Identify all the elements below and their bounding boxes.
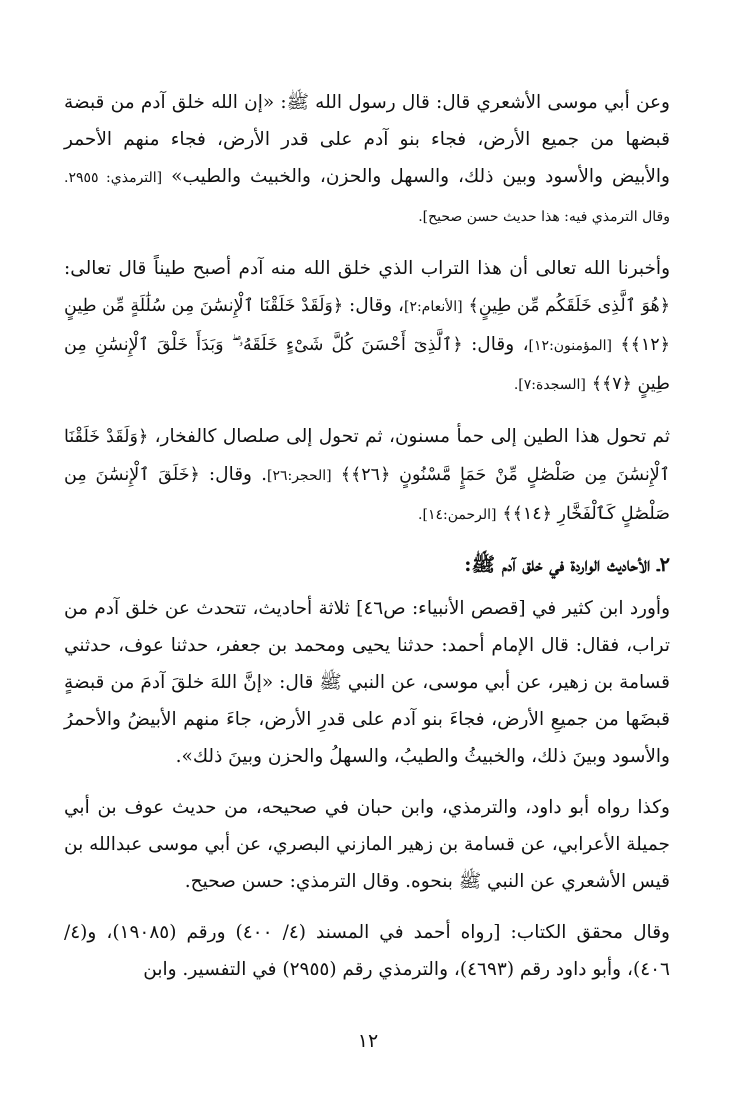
page-number: ١٢ [357, 1030, 379, 1052]
reference: [الترمذي: ٢٩٥٥. وقال الترمذي فيه: هذا حديث حسن صحيح]. [64, 170, 670, 225]
paragraph-salsal-verses [64, 418, 670, 534]
paragraph-hadith-abu-musa [64, 84, 670, 236]
reference: [السجدة:٧]. [513, 377, 586, 393]
paragraph-narrators: وكذا رواه أبو داود، والترمذي، وابن حبان في صحيحه، من حديث عوف بن أبي جميلة الأعرابي، عن قسامة بن زهير المازني البصري، عن أبي موسى عبدالله بن قيس الأشعري عن النبي ﷺ بنحوه. وقال الترمذي: حسن صحيح. [64, 797, 670, 892]
section-heading: ٢ـ الأحاديث الواردة في خلق آدم ﷺ: [464, 553, 670, 576]
reference: [الأنعام:٢] [403, 299, 463, 315]
paragraph-text: وأخبرنا الله تعالى أن هذا التراب الذي خلق الله منه آدم أصبح طيناً قال تعالى: [64, 258, 670, 279]
quran-verse: ﴿خَلَقَ ٱلْإِنسَٰنَ مِن صَلْصَٰلٍ كَٱلْفَخَّارِ ﴿١٤﴾﴾ [64, 465, 670, 524]
quran-verse: ﴿وَلَقَدْ خَلَقْنَا ٱلْإِنسَٰنَ مِن صَلْصَٰلٍ مِّنْ حَمَإٍ مَّسْنُونٍ ﴿٢٦﴾﴾ [64, 427, 670, 485]
page-body [64, 84, 670, 1002]
paragraph-text: ثم تحول هذا الطين إلى حمأ مسنون، ثم تحول إلى صلصال كالفخار، [154, 426, 670, 447]
paragraph-text: وعن أبي موسى الأشعري قال: قال رسول الله ﷺ: «إن الله خلق آدم من قبضة قبضها من جميع الأرض، فجاء بنو آدم على قدر الأرض، فجاء منهم الأحمر والأبيض والأسود وبين ذلك، والسهل والحزن، والخبيث والطيب» [64, 92, 670, 187]
connector-text: ، وقال: [471, 334, 529, 355]
paragraph-clay-verses [64, 250, 670, 404]
quran-verse: ﴿ٱلَّذِىٓ أَحْسَنَ كُلَّ شَىْءٍ خَلَقَهُۥ ۖ وَبَدَأَ خَلْقَ ٱلْإِنسَٰنِ مِن طِينٍ ﴿٧﴾﴾ [64, 335, 670, 394]
connector-text: . وقال: [208, 464, 267, 485]
connector-text: ، وقال: [349, 295, 404, 316]
reference: [المؤمنون:١٢] [528, 338, 612, 354]
quran-verse: ﴿هُوَ ٱلَّذِى خَلَقَكُم مِّن طِينٍ﴾ [468, 296, 670, 316]
reference: [الحجر:٢٦] [266, 468, 332, 484]
paragraph-ibn-kathir: وأورد ابن كثير في [قصص الأنبياء: ص٤٦] ثلاثة أحاديث، تتحدث عن خلق آدم من تراب، فقال: قال الإمام أحمد: حدثنا يحيى ومحمد بن جعفر، حدثنا عوف، حدثني قسامة بن زهير، عن أبي موسى، عن النبي ﷺ قال: «إنَّ اللهَ خلقَ آدمَ من قبضةٍ قبضَها من جميعِ الأرض، فجاءَ بنو آدم على قدرِ الأرض، جاءَ منهم الأبيضُ والأحمرُ والأسود وبينَ ذلك، والخبيثُ والطيبُ، والسهلُ والحزن وبينَ ذلك». [64, 598, 670, 767]
reference: [الرحمن:١٤]. [418, 507, 497, 523]
quran-verse: ﴿وَلَقَدْ خَلَقْنَا ٱلْإِنسَٰنَ مِن سُلَٰلَةٍ مِّن طِينٍ ﴿١٢﴾﴾ [64, 296, 670, 355]
paragraph-editor-note: وقال محقق الكتاب: [رواه أحمد في المسند (٤/ ٤٠٠) ورقم (١٩٠٨٥)، و(٤/ ٤٠٦)، وأبو داود رقم (٤٦٩٣)، والترمذي رقم (٢٩٥٥) في التفسير. وابن [64, 922, 670, 980]
